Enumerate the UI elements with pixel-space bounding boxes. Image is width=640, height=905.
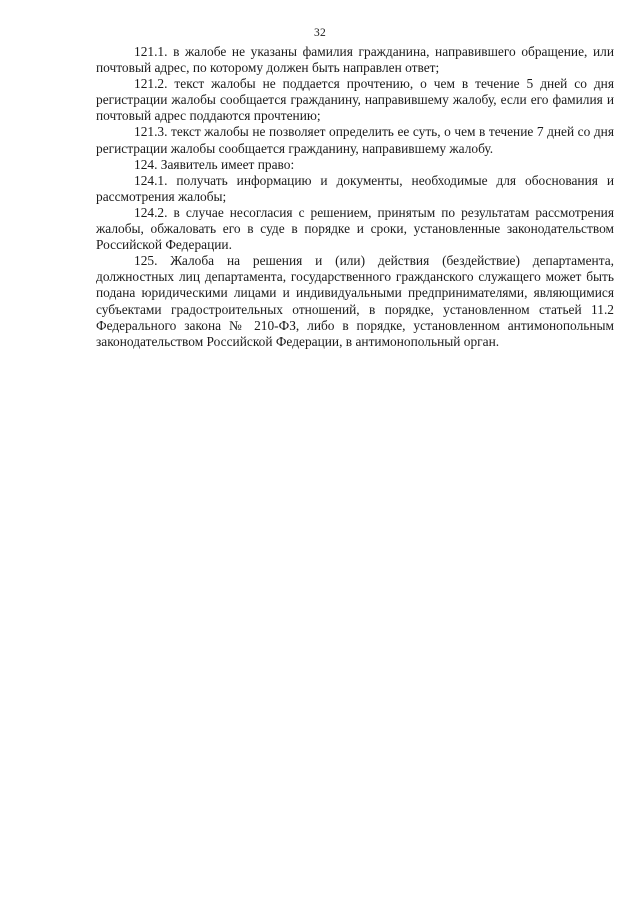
document-body bbox=[96, 44, 614, 350]
paragraph-121-1: 121.1. в жалобе не указаны фамилия гражданина, направившего обращение, или почтовый адрес, по которому должен быть направлен ответ; bbox=[96, 44, 614, 76]
page-number: 32 bbox=[313, 27, 327, 39]
paragraph-125: 125. Жалоба на решения и (или) действия (бездействие) департамента, должностных лиц департамента, государственного гражданского служащего может быть подана юридическими лицами и индивидуальными предпринимателями, являющимися субъектами градостроительных отношений, в порядке, установленном статьей 11.2 Федерального закона № 210-ФЗ, либо в порядке, установленном антимонопольным законодательством Российской Федерации, в антимонопольный орган. bbox=[96, 253, 614, 349]
paragraph-121-3: 121.3. текст жалобы не позволяет определить ее суть, о чем в течение 7 дней со дня регистрации жалобы сообщается гражданину, направившему жалобу. bbox=[96, 124, 614, 156]
paragraph-124-1: 124.1. получать информацию и документы, необходимые для обоснования и рассмотрения жалобы; bbox=[96, 172, 614, 204]
paragraph-124: 124. Заявитель имеет право: bbox=[134, 156, 295, 172]
paragraph-121-2: 121.2. текст жалобы не поддается прочтению, о чем в течение 5 дней со дня регистрации жалобы сообщается гражданину, направившему жалобу, если его фамилия и почтовый адрес поддаются прочтению; bbox=[96, 76, 614, 124]
paragraph-124-2: 124.2. в случае несогласия с решением, принятым по результатам рассмотрения жалобы, обжаловать его в суде в порядке и сроки, установленные законодательством Российской Федерации. bbox=[96, 204, 614, 253]
